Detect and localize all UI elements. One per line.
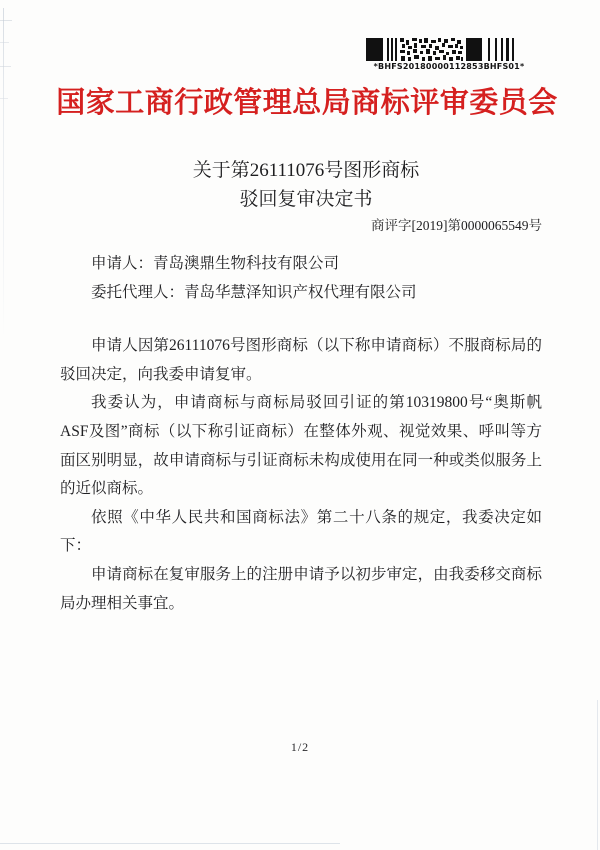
barcode-text: *BHFS20180000112853BHFS01* bbox=[373, 62, 525, 71]
scan-artifact-bottom-line bbox=[0, 843, 340, 844]
agent-line bbox=[60, 279, 542, 308]
issuer-title: 国家工商行政管理总局商标评审委员会 bbox=[56, 87, 558, 119]
barcode bbox=[366, 38, 532, 71]
applicant-label: 申请人： bbox=[91, 255, 154, 272]
applicant-line bbox=[60, 250, 542, 279]
document-body bbox=[60, 250, 542, 618]
subject-title-line1: 关于第26111076号图形商标 bbox=[192, 160, 420, 181]
page-indicator: 1/2 bbox=[290, 740, 310, 754]
scan-artifact-right-line bbox=[597, 700, 598, 850]
paragraph-4: 申请商标在复审服务上的注册申请予以初步审定，由我委移交商标局办理相关事宜。 bbox=[60, 565, 542, 612]
agent-label: 委托代理人： bbox=[91, 283, 185, 301]
parties-block bbox=[60, 250, 542, 307]
doc-number: 商评字[2019]第0000065549号 bbox=[371, 218, 542, 233]
agent-value: 青岛华慧泽知识产权代理有限公司 bbox=[184, 283, 417, 301]
subject-title-line2: 驳回复审决定书 bbox=[239, 189, 373, 210]
applicant-value: 青岛澳鼎生物科技有限公司 bbox=[153, 255, 340, 272]
paragraph-3: 依照《中华人民共和国商标法》第二十八条的规定，我委决定如下： bbox=[60, 508, 542, 555]
barcode-image bbox=[366, 38, 532, 61]
paragraph-1: 申请人因第26111076号图形商标（以下称申请商标）不服商标局的驳回决定，向我委申请复审。 bbox=[60, 337, 542, 383]
paragraph-2: 我委认为，申请商标与商标局驳回引证的第10319800号“奥斯帆ASF及图”商标（以下称引证商标）在整体外观、视觉效果、呼叫等方面区别明显，故申请商标与引证商标未构成使用在同一种或类似服务上的近似商标。 bbox=[60, 394, 542, 498]
subject-title bbox=[0, 156, 600, 214]
